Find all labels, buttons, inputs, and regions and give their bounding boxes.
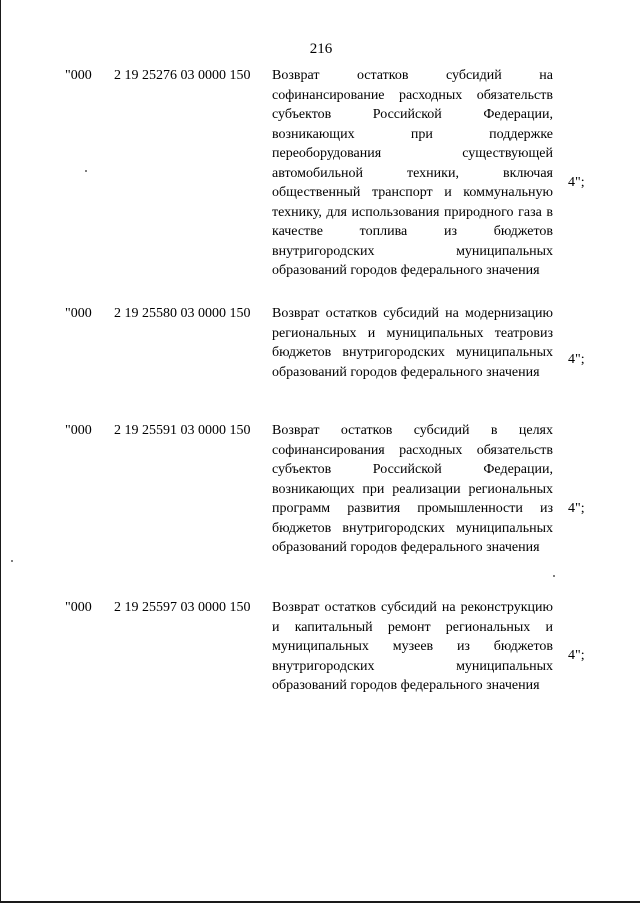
budget-code: 2 19 25580 03 0000 150 <box>114 306 251 321</box>
scan-speck <box>11 560 13 562</box>
budget-code: 2 19 25597 03 0000 150 <box>114 600 251 615</box>
code-prefix: "000 <box>65 68 92 83</box>
row-description: Возврат остатков субсидий на модернизацию региональных и муниципальных театровиз бюджетов внутригородских муниципальных образований городов федерального значения <box>272 306 553 380</box>
scan-speck <box>85 170 87 172</box>
row-description: Возврат остатков субсидий на софинансирование расходных обязательств субъектов Российской Федерации, возникающих при поддержке переоборудования существующей автомобильной техники, включая общественный транспорт и коммунальную технику, для использования природного газа в качестве топлива из бюджетов внутригородских муниципальных образований городов федерального значения <box>272 68 553 278</box>
code-prefix: "000 <box>65 600 92 615</box>
code-prefix: "000 <box>65 423 92 438</box>
page-number: 216 <box>309 41 333 57</box>
row-tail: 4"; <box>568 648 585 663</box>
scan-speck <box>553 575 555 577</box>
row-tail: 4"; <box>568 352 585 367</box>
budget-code: 2 19 25591 03 0000 150 <box>114 423 251 438</box>
row-tail: 4"; <box>568 175 585 190</box>
row-tail: 4"; <box>568 501 585 516</box>
row-description: Возврат остатков субсидий на реконструкцию и капитальный ремонт региональных и муниципальных музеев из бюджетов внутригородских муниципальных образований городов федерального значения <box>272 600 553 693</box>
budget-code: 2 19 25276 03 0000 150 <box>114 68 251 83</box>
code-prefix: "000 <box>65 306 92 321</box>
row-description: Возврат остатков субсидий в целях софинансирования расходных обязательств субъектов Российской Федерации, возникающих при реализации региональных программ развития промышленности из бюджетов внутригородских муниципальных образований городов федерального значения <box>272 423 553 555</box>
